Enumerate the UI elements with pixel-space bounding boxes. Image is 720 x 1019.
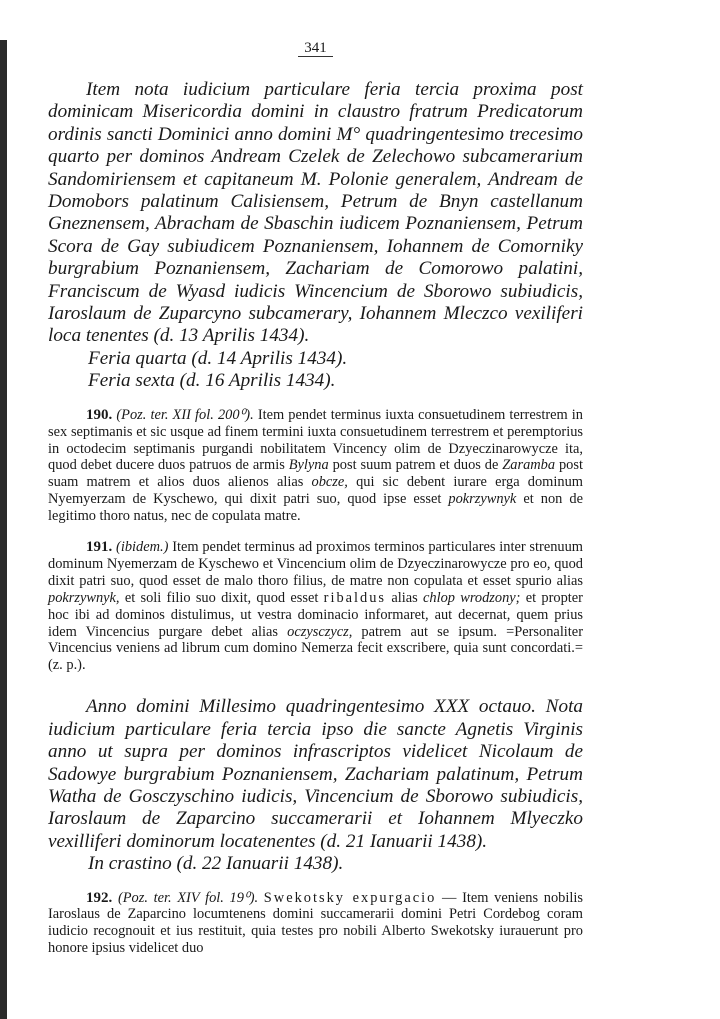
date-line-feria-quarta: Feria quarta (d. 14 Aprilis 1434).: [88, 347, 348, 369]
entry-number: 191.: [86, 539, 113, 556]
entry-number: 190.: [86, 406, 113, 423]
date-line-feria-sexta: Feria sexta (d. 16 Aprilis 1434).: [88, 370, 336, 392]
paragraph-iudicium-1434: Item nota iudicium particulare feria tercia proxima post dominicam Misericordia domini in claustro fratrum Predicatorum ordinis sancti Dominici anno domini M° quadringentesimo trecesimo quarto per dominos Andream Czelek de Zelechowo subcamerarium Sandomiriensem et capitaneum M. Polonie generalem, Andream de Domobors palatinum Calisiensem, Petrum de Bnyn castellanum Gneznensem, Abracham de Sbaschin iudicem Poznaniensem, Petrum Scora de Gay subiudicem Poznaniensem, Iohannem de Comorniky burgrabium Poznaniensem, Zachariam de Comorowo palatini, Franciscum de Wyasd iudicis Wincencium de Sborowo subiudicis, Iaroslaum de Zuparcyno subcamerary, Iohannem Mleczco vexiliferi loca tenentes (d. 13 Aprilis 1434).: [48, 79, 583, 347]
entry-number: 192.: [86, 889, 113, 906]
entry-reference: (Poz. ter. XIV fol. 19⁰).: [117, 889, 259, 906]
entry-reference: (Poz. ter. XII fol. 200⁰).: [116, 406, 254, 423]
entry-192: 192. (Poz. ter. XIV fol. 19⁰). Swekotsky expurgacio — Item veniens nobilis Iaroslaus de Zaparcino locumtenens domini succamerarii domini Petri Cordebog coram iudicio recognouit et ius restituit, quia testes pro nobili Alberto Swekotsky iurauerunt pro honore ipsius videlicet duo: [48, 889, 583, 957]
page-number: 341: [48, 40, 583, 57]
entry-191: 191. (ibidem.) Item pendet terminus ad proximos terminos particulares inter strenuum dominum Nyemerzam de Kyschewo et Vincencium olim de Dzyeczinarowycze pro eo, quod dixit patri suo, quod esset de malo thoro filius, de matre non copulata et esset spurio alias pokrzywnyk, et soli filio suo dixit, quod esset ribaldus alias chlop wrodzony; et propter hoc ibi ad dominos distulimus, ut vestra dominacio informaret, aut decernat, quem prius idem Vincencius purgare debet alias oczysczycz, patrem aut se ipsum. =Personaliter Vincencius veniens ad librum cum domino Nemerza fecit exscribere, quia sunt concordati.= (z. p.).: [48, 539, 583, 674]
date-line-in-crastino: In crastino (d. 22 Ianuarii 1438).: [88, 853, 344, 875]
document-page: [48, 40, 583, 957]
entry-reference: (ibidem.): [116, 539, 169, 556]
paragraph-iudicium-1438: Anno domini Millesimo quadringentesimo XXX octauo. Nota iudicium particulare feria tercia ipso die sancte Agnetis Virginis anno ut supra per dominos infrascriptos videlicet Nicolaum de Sadowye burgrabium Poznaniensem, Zachariam palatinum, Petrum Watha de Gosczyschino iudicis, Vincencium de Sborowo subiudicis, Iaroslaum de Zaparcino succamerarii et Iohannem Mlyeczko vexilliferi dominorum locatenentes (d. 21 Ianuarii 1438).: [48, 696, 583, 852]
entry-190: 190. (Poz. ter. XII fol. 200⁰). Item pendet terminus iuxta consuetudinem terrestrem in sex septimanis et sic usque ad finem termini iuxta consuetudinem terrestrem et peremptorius in octodecim septimanis purgandi nobilitatem Vincency olim de Dzyeczinarowycze ita, quod debet ducere duos patruos de armis Bylyna post suum patrem et duos de Zaramba post suam matrem et alios duos alienos alias obcze, qui sic debent iurare erga dominum Nyemyerzam de Kyschewo, qui dixit patri suo, quod ipse esset pokrzywnyk et non de legitimo thoro natus, nec de copulata matre.: [48, 406, 584, 525]
page-margin-bar: [0, 40, 7, 1019]
